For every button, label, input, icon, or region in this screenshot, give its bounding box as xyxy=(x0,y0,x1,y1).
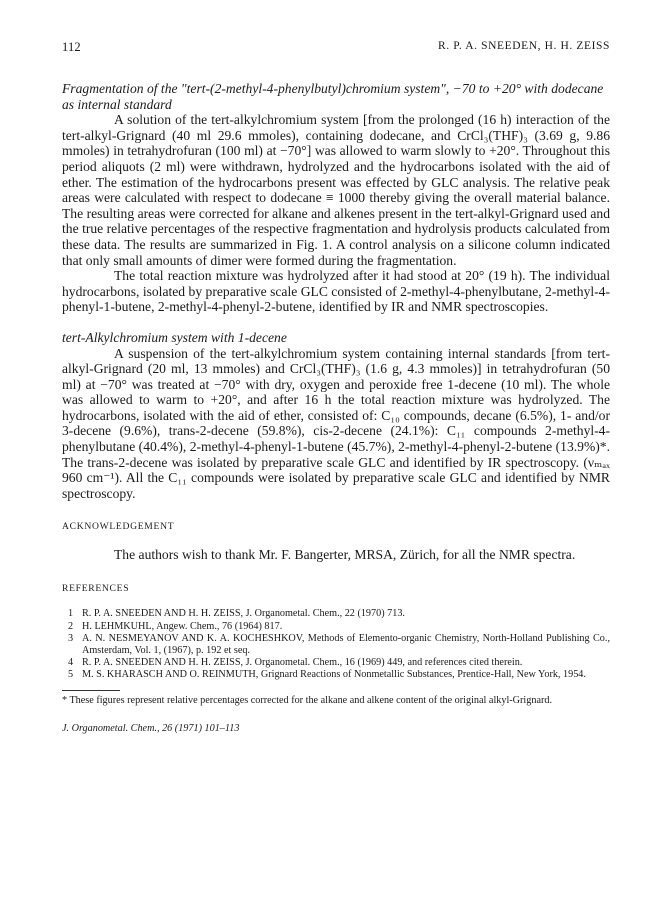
reference-text: A. N. NESMEYANOV AND K. A. KOCHESHKOV, Methods of Elemento-organic Chemistry, North-Holland Publishing Co., Amsterdam, Vol. 1, (1967), p. 192 et seq. xyxy=(82,632,610,657)
reference-item xyxy=(62,657,610,669)
paragraph-fragmentation-procedure: A solution of the tert-alkylchromium system [from the prolonged (16 h) interaction of the tert-alkyl-Grignard (40 ml 29.6 mmoles), containing dodecane, and CrCl₃(THF)₃ (3.69 g, 9.86 mmoles) in tetrahydrofuran (100 ml) at −70°] was allowed to warm slowly to +20°. Throughout this period aliquots (2 ml) were withdrawn, hydrolyzed and the hydrocarbons isolated with the aid of ether. The estimation of the hydrocarbons present was effected by GLC analysis. The relative peak areas were calculated with respect to dodecane ≡ 1000 thereby giving the overall material balance. The resulting areas were corrected for alkane and alkenes present in the tert-alkyl-Grignard used and the true relative percentages of the respective fragmentation and hydrolysis products calculated from these data. The results are summarized in Fig. 1. A control analysis on a silicone column indicated that only small amounts of dimer were formed during the fragmentation. xyxy=(62,112,610,268)
reference-text: H. LEHMKUHL, Angew. Chem., 76 (1964) 817. xyxy=(82,620,283,632)
paragraph-hydrolysis-results: The total reaction mixture was hydrolyzed after it had stood at 20° (19 h). The individual hydrocarbons, isolated by preparative scale GLC consisted of 2-methyl-4-phenylbutane, 2-methyl-4-phenyl-1-butene, 2-methyl-4-phenyl-2-butene, identified by IR and NMR spectroscopies. xyxy=(62,268,610,315)
reference-item xyxy=(62,621,610,633)
reference-text: M. S. KHARASCH AND O. REINMUTH, Grignard Reactions of Nonmetallic Substances, Prentice-Hall, New York, 1954. xyxy=(82,669,586,681)
journal-citation-footer: J. Organometal. Chem., 26 (1971) 101–113 xyxy=(62,722,240,734)
section-heading-decene: tert-Alkylchromium system with 1-decene xyxy=(62,329,287,345)
reference-number: 2 xyxy=(68,620,74,632)
reference-number: 4 xyxy=(68,657,74,669)
acknowledgement-heading: ACKNOWLEDGEMENT xyxy=(62,521,175,533)
page-number: 112 xyxy=(62,40,81,54)
reference-number: 5 xyxy=(68,669,74,681)
acknowledgement-text: The authors wish to thank Mr. F. Bangerter, MRSA, Zürich, for all the NMR spectra. xyxy=(114,547,576,563)
reference-text: R. P. A. SNEEDEN AND H. H. ZEISS, J. Organometal. Chem., 22 (1970) 713. xyxy=(82,608,405,620)
paragraph-decene-procedure: A suspension of the tert-alkylchromium system containing internal standards [from tert-alkyl-Grignard (20 ml, 13 mmoles) and CrCl₃(THF)₃ (1.6 g, 4.3 mmoles)] in tetrahydrofuran (50 ml) at −70° was treated at −70° with dry, oxygen and peroxide free 1-decene (10 ml). The whole was allowed to warm to +20°, and after 16 h the total reaction mixture was hydrolyzed. The hydrocarbons, isolated with the aid of ether, consisted of: C₁₀ compounds, decane (6.5%), 1- and/or 3-decene (9.6%), trans-2-decene (59.8%), cis-2-decene (24.1%): C₁₁ compounds 2-methyl-4-phenylbutane (40.4%), 2-methyl-4-phenyl-1-butene (45.7%), 2-methyl-4-phenyl-2-butene (13.9%)*. The trans-2-decene was isolated by preparative scale GLC and identified by IR spectroscopy. (νₘₐₓ 960 cm⁻¹). All the C₁₁ compounds were isolated by preparative scale GLC and identified by NMR spectroscopy. xyxy=(62,345,610,501)
references-heading: REFERENCES xyxy=(62,583,130,595)
reference-item xyxy=(62,633,610,657)
footnote: * These figures represent relative percentages corrected for the alkane and alkene content of the original alkyl-Grignard. xyxy=(62,694,553,706)
footnote-divider xyxy=(62,690,120,691)
reference-list xyxy=(62,608,610,681)
reference-item xyxy=(62,608,610,620)
reference-number: 3 xyxy=(68,632,74,644)
running-head-authors: R. P. A. SNEEDEN, H. H. ZEISS xyxy=(437,40,610,52)
reference-text: R. P. A. SNEEDEN AND H. H. ZEISS, J. Organometal. Chem., 16 (1969) 449, and references cited therein. xyxy=(82,657,523,669)
journal-page xyxy=(62,40,610,734)
reference-item xyxy=(62,669,610,681)
running-header xyxy=(62,40,610,55)
section-heading-fragmentation: Fragmentation of the "tert-(2-methyl-4-phenylbutyl)chromium system", −70 to +20° with dodecane as internal standard xyxy=(62,81,604,112)
reference-number: 1 xyxy=(68,608,74,620)
